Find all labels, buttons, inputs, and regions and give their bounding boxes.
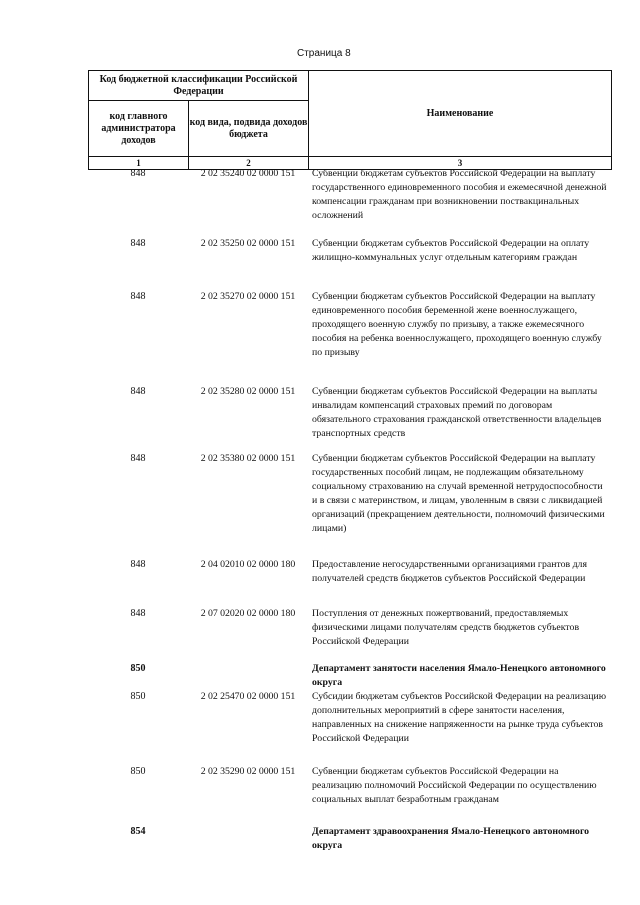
name-column-header: Наименование [309, 71, 612, 157]
income-name-cell: Субвенции бюджетам субъектов Российской Федерации на выплаты инвалидам компенсаций страховых премий по договорам обязательного страхования гражданской ответственности владельцев транспортных средств [312, 386, 602, 439]
table-row [88, 452, 611, 558]
income-code-cell: 2 02 35250 02 0000 151 [200, 238, 296, 249]
admin-code-cell: 848 [130, 291, 146, 302]
budget-classification-header: Код бюджетной классификации Российской Федерации [89, 71, 309, 101]
income-name-cell: Субсидии бюджетам субъектов Российской Федерации на реализацию дополнительных мероприятий в сфере занятости населения, направленных на снижение напряженности на рынке труда субъектов Российской Федерации [312, 691, 607, 744]
page-number: Страница 8 [297, 48, 351, 59]
table-row [88, 607, 611, 662]
income-name-cell: Субвенции бюджетам субъектов Российской Федерации на оплату жилищно-коммунальных услуг отдельным категориям граждан [312, 238, 590, 263]
table-row [88, 765, 611, 825]
admin-code-cell: 848 [130, 608, 146, 619]
table-row [88, 237, 611, 290]
income-name-cell: Поступления от денежных пожертвований, предоставляемых физическими лицами получателям средств бюджетов субъектов Российской Федерации [312, 608, 580, 647]
department-code-cell: 854 [130, 826, 146, 837]
table-row [88, 290, 611, 385]
admin-code-cell: 850 [130, 766, 146, 777]
income-name-cell: Субвенции бюджетам субъектов Российской Федерации на выплату государственных пособий лицам, не подлежащим обязательному социальному страхованию на случай временной нетрудоспособности и в связи с материнством, и лицам, уволенным в связи с ликвидацией организаций (прекращением деятельности, полномочий физическими лицами) [312, 453, 605, 534]
table-row [88, 558, 611, 607]
department-name-cell: Департамент здравоохранения Ямало-Ненецкого автономного округа [312, 826, 590, 851]
classification-rows [88, 167, 611, 855]
admin-code-column-header: код главного администратора доходов [89, 101, 189, 157]
income-code-cell: 2 04 02010 02 0000 180 [200, 559, 296, 570]
column-number-1: 1 [89, 157, 189, 170]
income-code-cell: 2 02 35240 02 0000 151 [200, 168, 296, 179]
admin-code-cell: 848 [130, 168, 146, 179]
department-row [88, 825, 611, 855]
column-number-3: 3 [309, 157, 612, 170]
table-row [88, 167, 611, 237]
department-name-cell: Департамент занятости населения Ямало-Ненецкого автономного округа [312, 663, 606, 688]
admin-code-cell: 848 [130, 238, 146, 249]
income-name-cell: Предоставление негосударственными организациями грантов для получателей средств бюджетов субъектов Российской Федерации [312, 559, 587, 584]
classification-header-table [88, 70, 612, 170]
department-code-cell: 850 [130, 663, 146, 674]
income-code-cell: 2 02 35380 02 0000 151 [200, 453, 296, 464]
income-code-cell: 2 02 25470 02 0000 151 [200, 691, 296, 702]
income-code-cell: 2 02 35280 02 0000 151 [200, 386, 296, 397]
income-code-cell: 2 02 35290 02 0000 151 [200, 766, 296, 777]
type-code-column-header: код вида, подвида доходов бюджета [189, 101, 309, 157]
table-row [88, 385, 611, 452]
income-name-cell: Субвенции бюджетам субъектов Российской Федерации на выплату государственного единовременного пособия и ежемесячной денежной компенсации гражданам при возникновении поствакцинальных осложнений [312, 168, 607, 221]
department-row [88, 662, 611, 690]
admin-code-cell: 848 [130, 559, 146, 570]
admin-code-cell: 848 [130, 453, 146, 464]
income-code-cell: 2 07 02020 02 0000 180 [200, 608, 296, 619]
column-number-2: 2 [189, 157, 309, 170]
income-name-cell: Субвенции бюджетам субъектов Российской Федерации на реализацию полномочий Российской Федерации по осуществлению социальных выплат безработным гражданам [312, 766, 597, 805]
income-name-cell: Субвенции бюджетам субъектов Российской Федерации на выплату единовременного пособия беременной жене военнослужащего, проходящего военную службу по призыву, а также ежемесячного пособия на ребенка военнослужащего, проходящего военную службу по призыву [312, 291, 602, 358]
income-code-cell: 2 02 35270 02 0000 151 [200, 291, 296, 302]
admin-code-cell: 848 [130, 386, 146, 397]
admin-code-cell: 850 [130, 691, 146, 702]
table-row [88, 690, 611, 765]
